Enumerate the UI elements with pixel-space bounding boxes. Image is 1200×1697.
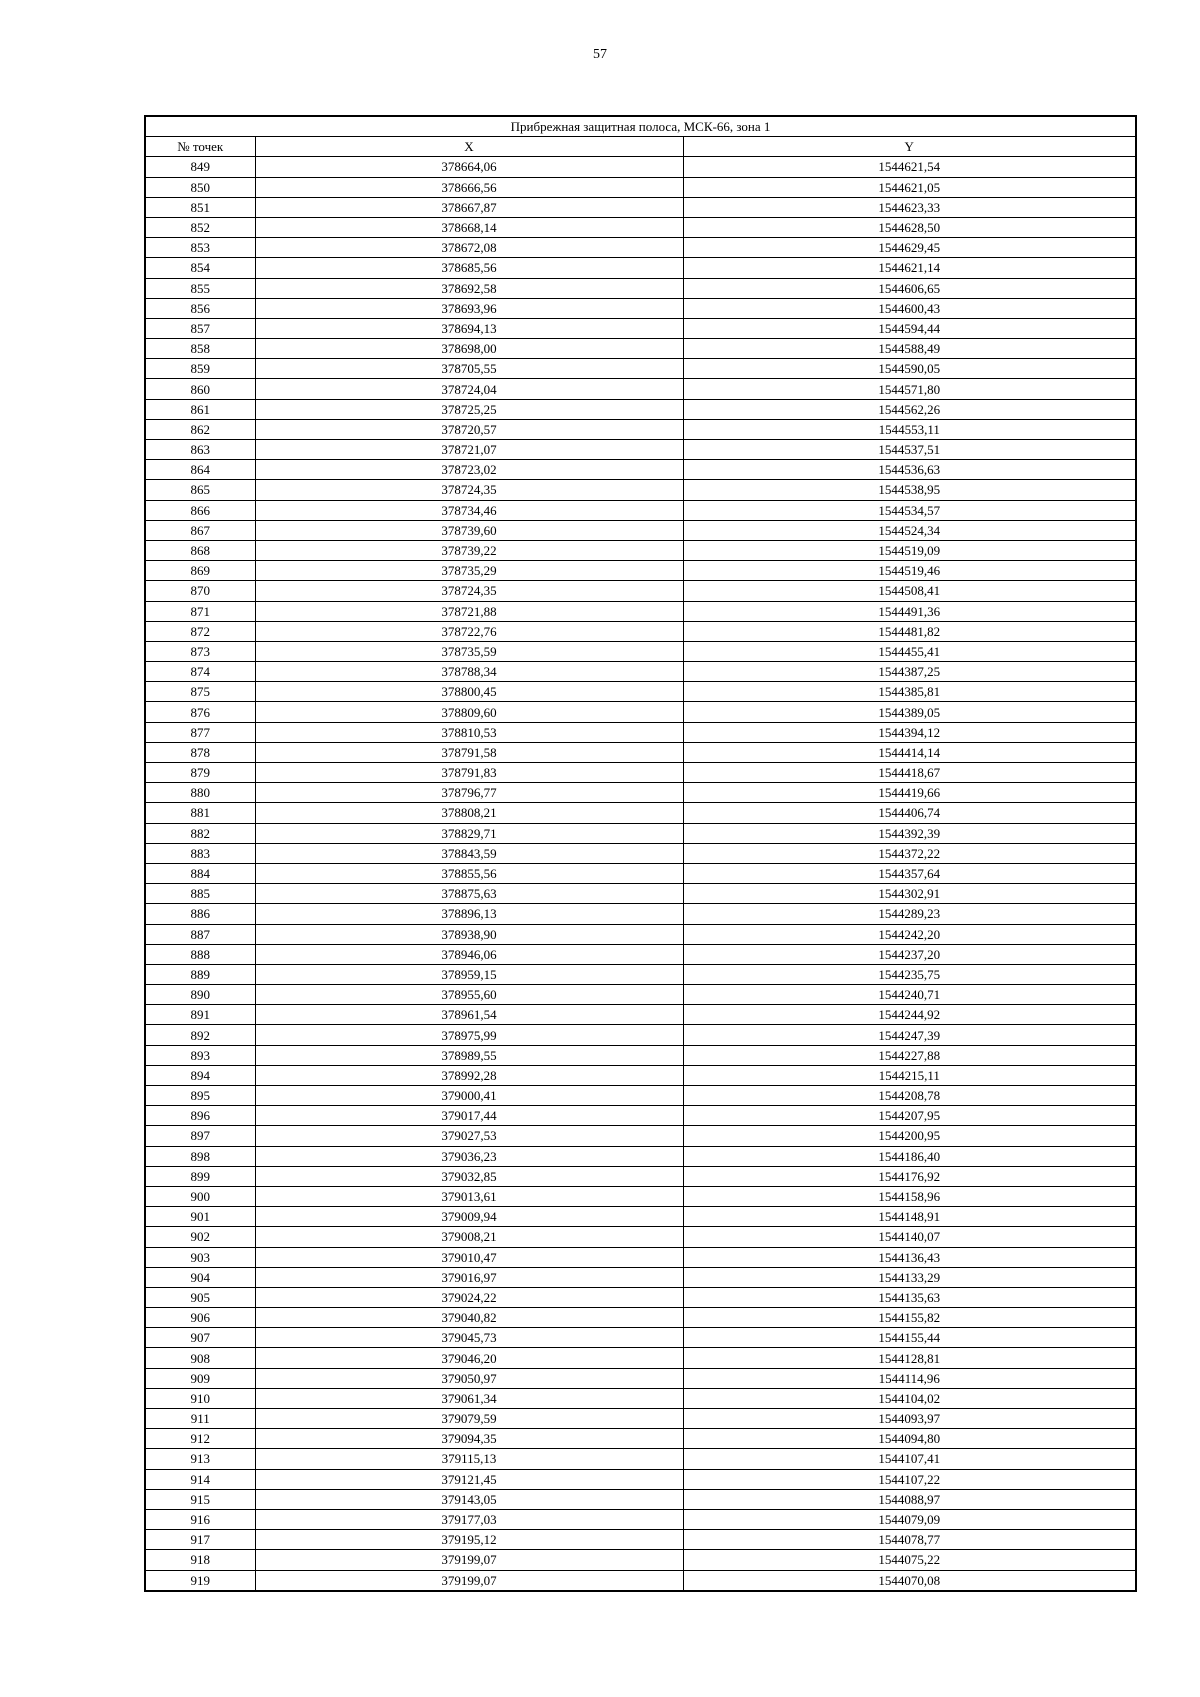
cell-point-number: 908 — [145, 1348, 255, 1368]
cell-x: 379027,53 — [255, 1126, 683, 1146]
cell-point-number: 854 — [145, 258, 255, 278]
table-row — [145, 621, 1136, 641]
cell-point-number: 883 — [145, 843, 255, 863]
cell-point-number: 917 — [145, 1530, 255, 1550]
cell-point-number: 891 — [145, 1005, 255, 1025]
cell-y: 1544491,36 — [683, 601, 1136, 621]
table-row — [145, 419, 1136, 439]
cell-x: 378809,60 — [255, 702, 683, 722]
cell-x: 379115,13 — [255, 1449, 683, 1469]
cell-point-number: 918 — [145, 1550, 255, 1570]
cell-y: 1544128,81 — [683, 1348, 1136, 1368]
cell-point-number: 868 — [145, 540, 255, 560]
cell-x: 379017,44 — [255, 1106, 683, 1126]
table-row — [145, 1106, 1136, 1126]
table-row — [145, 884, 1136, 904]
table-row — [145, 1247, 1136, 1267]
cell-y: 1544562,26 — [683, 399, 1136, 419]
cell-point-number: 905 — [145, 1287, 255, 1307]
cell-point-number: 855 — [145, 278, 255, 298]
cell-point-number: 899 — [145, 1166, 255, 1186]
cell-x: 378989,55 — [255, 1045, 683, 1065]
cell-point-number: 872 — [145, 621, 255, 641]
table-row — [145, 1429, 1136, 1449]
cell-x: 378694,13 — [255, 318, 683, 338]
cell-y: 1544140,07 — [683, 1227, 1136, 1247]
cell-y: 1544242,20 — [683, 924, 1136, 944]
cell-point-number: 865 — [145, 480, 255, 500]
table-row — [145, 1388, 1136, 1408]
table-row — [145, 682, 1136, 702]
cell-x: 379079,59 — [255, 1409, 683, 1429]
table-row — [145, 843, 1136, 863]
cell-x: 379000,41 — [255, 1086, 683, 1106]
cell-y: 1544158,96 — [683, 1186, 1136, 1206]
cell-y: 1544538,95 — [683, 480, 1136, 500]
table-row — [145, 904, 1136, 924]
cell-point-number: 907 — [145, 1328, 255, 1348]
table-header-row — [145, 137, 1136, 157]
cell-point-number: 880 — [145, 783, 255, 803]
cell-y: 1544240,71 — [683, 985, 1136, 1005]
cell-point-number: 900 — [145, 1186, 255, 1206]
table-row — [145, 1186, 1136, 1206]
cell-point-number: 879 — [145, 763, 255, 783]
cell-point-number: 862 — [145, 419, 255, 439]
cell-x: 378735,59 — [255, 641, 683, 661]
cell-x: 379009,94 — [255, 1207, 683, 1227]
cell-x: 378975,99 — [255, 1025, 683, 1045]
cell-point-number: 915 — [145, 1489, 255, 1509]
cell-x: 378724,35 — [255, 581, 683, 601]
cell-point-number: 863 — [145, 440, 255, 460]
cell-y: 1544372,22 — [683, 843, 1136, 863]
table-row — [145, 1570, 1136, 1591]
cell-x: 379013,61 — [255, 1186, 683, 1206]
cell-x: 378705,55 — [255, 359, 683, 379]
cell-y: 1544135,63 — [683, 1287, 1136, 1307]
table-row — [145, 520, 1136, 540]
cell-x: 378808,21 — [255, 803, 683, 823]
cell-y: 1544155,82 — [683, 1308, 1136, 1328]
cell-x: 378739,22 — [255, 540, 683, 560]
cell-y: 1544207,95 — [683, 1106, 1136, 1126]
cell-point-number: 876 — [145, 702, 255, 722]
cell-point-number: 861 — [145, 399, 255, 419]
cell-point-number: 867 — [145, 520, 255, 540]
table-row — [145, 1126, 1136, 1146]
cell-y: 1544385,81 — [683, 682, 1136, 702]
table-row — [145, 964, 1136, 984]
table-row — [145, 379, 1136, 399]
table-row — [145, 1045, 1136, 1065]
table-row — [145, 177, 1136, 197]
cell-y: 1544628,50 — [683, 217, 1136, 237]
cell-point-number: 887 — [145, 924, 255, 944]
table-row — [145, 238, 1136, 258]
cell-y: 1544571,80 — [683, 379, 1136, 399]
cell-y: 1544524,34 — [683, 520, 1136, 540]
cell-y: 1544590,05 — [683, 359, 1136, 379]
cell-point-number: 895 — [145, 1086, 255, 1106]
cell-point-number: 901 — [145, 1207, 255, 1227]
cell-point-number: 897 — [145, 1126, 255, 1146]
table-row — [145, 1207, 1136, 1227]
table-row — [145, 217, 1136, 237]
cell-point-number: 886 — [145, 904, 255, 924]
cell-x: 378959,15 — [255, 964, 683, 984]
table-row — [145, 1328, 1136, 1348]
cell-y: 1544079,09 — [683, 1509, 1136, 1529]
table-title-row — [145, 116, 1136, 137]
table-row — [145, 1086, 1136, 1106]
cell-y: 1544629,45 — [683, 238, 1136, 258]
cell-x: 379008,21 — [255, 1227, 683, 1247]
table-row — [145, 1509, 1136, 1529]
table-row — [145, 278, 1136, 298]
cell-y: 1544104,02 — [683, 1388, 1136, 1408]
cell-point-number: 856 — [145, 298, 255, 318]
cell-x: 378722,76 — [255, 621, 683, 641]
cell-point-number: 898 — [145, 1146, 255, 1166]
cell-point-number: 869 — [145, 561, 255, 581]
table-row — [145, 1308, 1136, 1328]
cell-x: 378938,90 — [255, 924, 683, 944]
cell-x: 378685,56 — [255, 258, 683, 278]
table-row — [145, 440, 1136, 460]
cell-point-number: 874 — [145, 662, 255, 682]
cell-y: 1544606,65 — [683, 278, 1136, 298]
cell-point-number: 884 — [145, 863, 255, 883]
cell-x: 378788,34 — [255, 662, 683, 682]
table-row — [145, 1530, 1136, 1550]
cell-y: 1544392,39 — [683, 823, 1136, 843]
cell-y: 1544235,75 — [683, 964, 1136, 984]
cell-point-number: 849 — [145, 157, 255, 177]
cell-point-number: 882 — [145, 823, 255, 843]
cell-x: 378875,63 — [255, 884, 683, 904]
cell-x: 378955,60 — [255, 985, 683, 1005]
cell-point-number: 916 — [145, 1509, 255, 1529]
table-row — [145, 601, 1136, 621]
cell-x: 378721,88 — [255, 601, 683, 621]
table-row — [145, 1227, 1136, 1247]
table-row — [145, 500, 1136, 520]
cell-y: 1544389,05 — [683, 702, 1136, 722]
table-row — [145, 1146, 1136, 1166]
table-row — [145, 460, 1136, 480]
cell-point-number: 903 — [145, 1247, 255, 1267]
cell-x: 378791,58 — [255, 742, 683, 762]
table-row — [145, 783, 1136, 803]
table-row — [145, 803, 1136, 823]
table-row — [145, 258, 1136, 278]
cell-x: 378791,83 — [255, 763, 683, 783]
table-row — [145, 399, 1136, 419]
cell-y: 1544289,23 — [683, 904, 1136, 924]
table-row — [145, 1469, 1136, 1489]
cell-y: 1544094,80 — [683, 1429, 1136, 1449]
cell-y: 1544357,64 — [683, 863, 1136, 883]
cell-x: 379199,07 — [255, 1550, 683, 1570]
cell-x: 379061,34 — [255, 1388, 683, 1408]
table-row — [145, 1368, 1136, 1388]
cell-x: 379045,73 — [255, 1328, 683, 1348]
table-row — [145, 1489, 1136, 1509]
table-row — [145, 702, 1136, 722]
table-title: Прибрежная защитная полоса, МСК-66, зона 1 — [145, 116, 1136, 137]
cell-point-number: 911 — [145, 1409, 255, 1429]
cell-y: 1544208,78 — [683, 1086, 1136, 1106]
cell-point-number: 858 — [145, 339, 255, 359]
cell-x: 379195,12 — [255, 1530, 683, 1550]
page-number: 57 — [593, 47, 607, 62]
table-row — [145, 1287, 1136, 1307]
cell-y: 1544621,05 — [683, 177, 1136, 197]
cell-point-number: 885 — [145, 884, 255, 904]
cell-x: 378721,07 — [255, 440, 683, 460]
cell-x: 378724,04 — [255, 379, 683, 399]
cell-y: 1544136,43 — [683, 1247, 1136, 1267]
cell-point-number: 889 — [145, 964, 255, 984]
cell-x: 378961,54 — [255, 1005, 683, 1025]
cell-y: 1544588,49 — [683, 339, 1136, 359]
cell-y: 1544186,40 — [683, 1146, 1136, 1166]
cell-point-number: 881 — [145, 803, 255, 823]
cell-x: 378664,06 — [255, 157, 683, 177]
cell-y: 1544519,46 — [683, 561, 1136, 581]
cell-point-number: 910 — [145, 1388, 255, 1408]
table-row — [145, 1005, 1136, 1025]
cell-x: 379094,35 — [255, 1429, 683, 1449]
cell-x: 379046,20 — [255, 1348, 683, 1368]
cell-x: 378698,00 — [255, 339, 683, 359]
cell-point-number: 888 — [145, 944, 255, 964]
cell-y: 1544237,20 — [683, 944, 1136, 964]
cell-x: 378668,14 — [255, 217, 683, 237]
cell-x: 379050,97 — [255, 1368, 683, 1388]
cell-y: 1544534,57 — [683, 500, 1136, 520]
table-row — [145, 561, 1136, 581]
cell-y: 1544537,51 — [683, 440, 1136, 460]
cell-x: 379040,82 — [255, 1308, 683, 1328]
cell-point-number: 906 — [145, 1308, 255, 1328]
cell-point-number: 893 — [145, 1045, 255, 1065]
table-row — [145, 944, 1136, 964]
table-row — [145, 722, 1136, 742]
cell-x: 378800,45 — [255, 682, 683, 702]
cell-point-number: 870 — [145, 581, 255, 601]
cell-y: 1544176,92 — [683, 1166, 1136, 1186]
cell-y: 1544070,08 — [683, 1570, 1136, 1591]
cell-x: 378735,29 — [255, 561, 683, 581]
table-row — [145, 1267, 1136, 1287]
cell-x: 378725,25 — [255, 399, 683, 419]
cell-y: 1544623,33 — [683, 197, 1136, 217]
cell-y: 1544075,22 — [683, 1550, 1136, 1570]
cell-point-number: 873 — [145, 641, 255, 661]
table-row — [145, 1409, 1136, 1429]
cell-y: 1544406,74 — [683, 803, 1136, 823]
table-row — [145, 985, 1136, 1005]
table-row — [145, 1025, 1136, 1045]
cell-x: 379016,97 — [255, 1267, 683, 1287]
table-row — [145, 298, 1136, 318]
cell-x: 378667,87 — [255, 197, 683, 217]
cell-point-number: 909 — [145, 1368, 255, 1388]
cell-point-number: 890 — [145, 985, 255, 1005]
cell-y: 1544481,82 — [683, 621, 1136, 641]
cell-y: 1544302,91 — [683, 884, 1136, 904]
cell-x: 378672,08 — [255, 238, 683, 258]
cell-point-number: 914 — [145, 1469, 255, 1489]
cell-y: 1544133,29 — [683, 1267, 1136, 1287]
cell-y: 1544244,92 — [683, 1005, 1136, 1025]
cell-y: 1544247,39 — [683, 1025, 1136, 1045]
cell-x: 378992,28 — [255, 1065, 683, 1085]
cell-y: 1544594,44 — [683, 318, 1136, 338]
table-row — [145, 197, 1136, 217]
cell-y: 1544600,43 — [683, 298, 1136, 318]
cell-y: 1544114,96 — [683, 1368, 1136, 1388]
cell-y: 1544519,09 — [683, 540, 1136, 560]
cell-x: 378946,06 — [255, 944, 683, 964]
table-row — [145, 823, 1136, 843]
cell-x: 378855,56 — [255, 863, 683, 883]
cell-y: 1544078,77 — [683, 1530, 1136, 1550]
table-row — [145, 1065, 1136, 1085]
table-row — [145, 1166, 1136, 1186]
cell-x: 379010,47 — [255, 1247, 683, 1267]
cell-y: 1544621,14 — [683, 258, 1136, 278]
cell-x: 378796,77 — [255, 783, 683, 803]
cell-point-number: 851 — [145, 197, 255, 217]
cell-y: 1544455,41 — [683, 641, 1136, 661]
cell-y: 1544414,14 — [683, 742, 1136, 762]
cell-x: 378723,02 — [255, 460, 683, 480]
header-y: Y — [683, 137, 1136, 157]
table-row — [145, 742, 1136, 762]
cell-x: 378693,96 — [255, 298, 683, 318]
cell-y: 1544419,66 — [683, 783, 1136, 803]
cell-x: 378739,60 — [255, 520, 683, 540]
cell-point-number: 896 — [145, 1106, 255, 1126]
cell-y: 1544088,97 — [683, 1489, 1136, 1509]
cell-point-number: 857 — [145, 318, 255, 338]
table-row — [145, 1550, 1136, 1570]
cell-x: 379024,22 — [255, 1287, 683, 1307]
cell-point-number: 892 — [145, 1025, 255, 1045]
cell-x: 378724,35 — [255, 480, 683, 500]
table-row — [145, 318, 1136, 338]
cell-y: 1544107,22 — [683, 1469, 1136, 1489]
table-row — [145, 581, 1136, 601]
cell-y: 1544148,91 — [683, 1207, 1136, 1227]
cell-x: 378829,71 — [255, 823, 683, 843]
cell-point-number: 860 — [145, 379, 255, 399]
cell-point-number: 871 — [145, 601, 255, 621]
header-x: X — [255, 137, 683, 157]
cell-y: 1544215,11 — [683, 1065, 1136, 1085]
table-row — [145, 662, 1136, 682]
cell-point-number: 866 — [145, 500, 255, 520]
table-row — [145, 1449, 1136, 1469]
cell-point-number: 902 — [145, 1227, 255, 1247]
cell-x: 379036,23 — [255, 1146, 683, 1166]
table-row — [145, 1348, 1136, 1368]
cell-y: 1544155,44 — [683, 1328, 1136, 1348]
cell-x: 378666,56 — [255, 177, 683, 197]
cell-y: 1544093,97 — [683, 1409, 1136, 1429]
cell-point-number: 852 — [145, 217, 255, 237]
cell-x: 378843,59 — [255, 843, 683, 863]
header-point-number: № точек — [145, 137, 255, 157]
table-row — [145, 339, 1136, 359]
table-row — [145, 540, 1136, 560]
cell-y: 1544508,41 — [683, 581, 1136, 601]
cell-point-number: 877 — [145, 722, 255, 742]
table-row — [145, 641, 1136, 661]
cell-y: 1544200,95 — [683, 1126, 1136, 1146]
cell-x: 379199,07 — [255, 1570, 683, 1591]
table-row — [145, 763, 1136, 783]
cell-point-number: 878 — [145, 742, 255, 762]
cell-y: 1544107,41 — [683, 1449, 1136, 1469]
coordinates-table — [144, 115, 1137, 1592]
cell-point-number: 875 — [145, 682, 255, 702]
cell-point-number: 859 — [145, 359, 255, 379]
cell-point-number: 850 — [145, 177, 255, 197]
cell-point-number: 853 — [145, 238, 255, 258]
table-body — [145, 157, 1136, 1591]
cell-y: 1544418,67 — [683, 763, 1136, 783]
table-row — [145, 863, 1136, 883]
cell-x: 378896,13 — [255, 904, 683, 924]
table-row — [145, 924, 1136, 944]
cell-y: 1544387,25 — [683, 662, 1136, 682]
cell-x: 379032,85 — [255, 1166, 683, 1186]
table-row — [145, 359, 1136, 379]
cell-y: 1544553,11 — [683, 419, 1136, 439]
cell-x: 379143,05 — [255, 1489, 683, 1509]
table-row — [145, 480, 1136, 500]
cell-point-number: 913 — [145, 1449, 255, 1469]
cell-x: 379177,03 — [255, 1509, 683, 1529]
table-row — [145, 157, 1136, 177]
cell-x: 378720,57 — [255, 419, 683, 439]
cell-x: 378810,53 — [255, 722, 683, 742]
cell-x: 379121,45 — [255, 1469, 683, 1489]
cell-point-number: 904 — [145, 1267, 255, 1287]
cell-point-number: 864 — [145, 460, 255, 480]
cell-y: 1544227,88 — [683, 1045, 1136, 1065]
cell-y: 1544394,12 — [683, 722, 1136, 742]
cell-point-number: 894 — [145, 1065, 255, 1085]
cell-y: 1544536,63 — [683, 460, 1136, 480]
cell-y: 1544621,54 — [683, 157, 1136, 177]
cell-point-number: 919 — [145, 1570, 255, 1591]
cell-x: 378692,58 — [255, 278, 683, 298]
cell-x: 378734,46 — [255, 500, 683, 520]
cell-point-number: 912 — [145, 1429, 255, 1449]
